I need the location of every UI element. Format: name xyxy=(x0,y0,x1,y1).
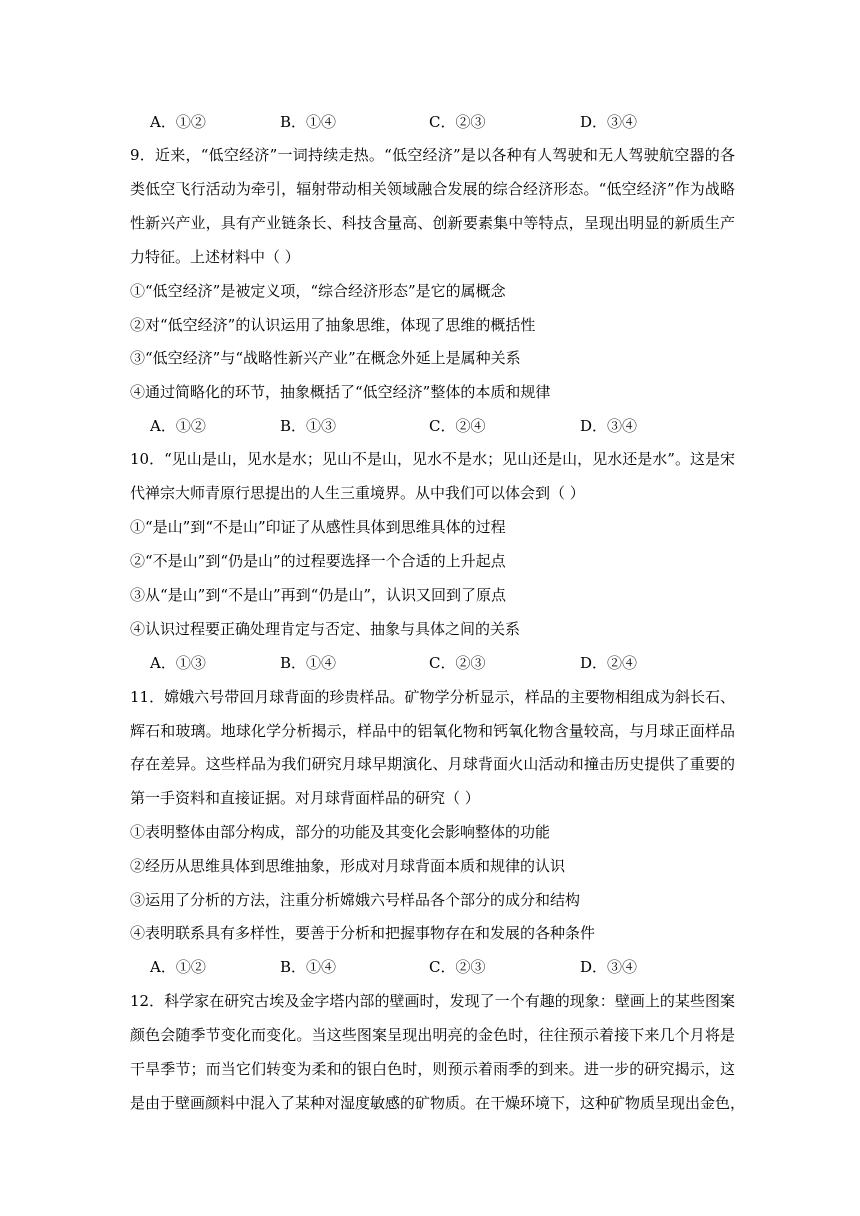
q10-option-a[interactable]: A．①③ xyxy=(150,654,206,672)
q10-option-d[interactable]: D．②④ xyxy=(580,654,638,672)
q10-statement-4: ④认识过程要正确处理肯定与否定、抽象与具体之间的关系 xyxy=(130,620,521,638)
q11-option-c[interactable]: C．②③ xyxy=(429,958,486,976)
q9-statement-1: ①“低空经济”是被定义项，“综合经济形态”是它的属概念 xyxy=(130,282,506,300)
q11-statement-4: ④表明联系具有多样性，要善于分析和把握事物存在和发展的各种条件 xyxy=(130,924,596,942)
q9-option-c[interactable]: C．②④ xyxy=(429,417,486,435)
q11-stem-line: 11．嫦娥六号带回月球背面的珍贵样品。矿物学分析显示，样品的主要物相组成为斜长石、 xyxy=(130,688,735,706)
q11-stem-line: 辉石和玻璃。地球化学分析揭示，样品中的铝氧化物和钙氧化物含量较高，与月球正面样品 xyxy=(130,722,735,740)
q8-option-d[interactable]: D．③④ xyxy=(580,113,638,131)
q9-stem-line: 9．近来，“低空经济”一词持续走热。“低空经济”是以各种有人驾驶和无人驾驶航空器的各 xyxy=(130,146,735,164)
q10-statement-2: ②“不是山”到“仍是山”的过程要选择一个合适的上升起点 xyxy=(130,552,506,570)
q9-option-d[interactable]: D．③④ xyxy=(580,417,638,435)
q9-option-a[interactable]: A．①② xyxy=(150,417,206,435)
q9-option-b[interactable]: B．①③ xyxy=(280,417,337,435)
q9-options xyxy=(150,416,710,436)
q8-option-b[interactable]: B．①④ xyxy=(280,113,337,131)
q12-stem-line: 颜色会随季节变化而变化。当这些图案呈现出明亮的金色时，往往预示着接下来几个月将是 xyxy=(130,1026,735,1044)
q12-stem-line: 干旱季节；而当它们转变为柔和的银白色时，则预示着雨季的到来。进一步的研究揭示，这 xyxy=(130,1060,735,1078)
q10-statement-1: ①“是山”到“不是山”印证了从感性具体到思维具体的过程 xyxy=(130,518,506,536)
q11-statement-2: ②经历从思维具体到思维抽象，形成对月球背面本质和规律的认识 xyxy=(130,857,566,875)
q9-statement-3: ③“低空经济”与“战略性新兴产业”在概念外延上是属种关系 xyxy=(130,349,521,367)
q9-stem-line: 类低空飞行活动为牵引，辐射带动相关领域融合发展的综合经济形态。“低空经济”作为战略 xyxy=(130,180,735,198)
q9-stem-line: 力特征。上述材料中（ ） xyxy=(130,248,300,266)
q11-option-b[interactable]: B．①④ xyxy=(280,958,337,976)
q12-stem-line: 是由于壁画颜料中混入了某种对湿度敏感的矿物质。在干燥环境下，这种矿物质呈现出金色， xyxy=(130,1094,746,1112)
q9-statement-2: ②对“低空经济”的认识运用了抽象思维，体现了思维的概括性 xyxy=(130,316,536,334)
q11-stem-line: 第一手资料和直接证据。对月球背面样品的研究（ ） xyxy=(130,789,480,807)
q10-option-b[interactable]: B．①④ xyxy=(280,654,337,672)
q10-stem-line: 10．“见山是山，见水是水；见山不是山，见水不是水；见山还是山，见水还是水”。这是宋 xyxy=(130,450,735,468)
q10-option-c[interactable]: C．②③ xyxy=(429,654,486,672)
q11-option-a[interactable]: A．①② xyxy=(150,958,206,976)
q11-option-d[interactable]: D．③④ xyxy=(580,958,638,976)
q8-option-a[interactable]: A．①② xyxy=(150,113,206,131)
q12-stem-line: 12．科学家在研究古埃及金字塔内部的壁画时，发现了一个有趣的现象：壁画上的某些图案 xyxy=(130,992,735,1010)
q9-stem-line: 性新兴产业，具有产业链条长、科技含量高、创新要素集中等特点，呈现出明显的新质生产 xyxy=(130,214,735,232)
q8-options xyxy=(150,112,710,132)
q9-statement-4: ④通过简略化的环节，抽象概括了“低空经济”整体的本质和规律 xyxy=(130,383,551,401)
q11-statement-1: ①表明整体由部分构成，部分的功能及其变化会影响整体的功能 xyxy=(130,823,551,841)
q8-option-c[interactable]: C．②③ xyxy=(429,113,486,131)
q11-stem-line: 存在差异。这些样品为我们研究月球早期演化、月球背面火山活动和撞击历史提供了重要的 xyxy=(130,755,735,773)
q11-statement-3: ③运用了分析的方法，注重分析嫦娥六号样品各个部分的成分和结构 xyxy=(130,891,581,909)
q11-options xyxy=(150,957,710,977)
q10-options xyxy=(150,653,710,673)
q10-stem-line: 代禅宗大师青原行思提出的人生三重境界。从中我们可以体会到（ ） xyxy=(130,484,585,502)
q10-statement-3: ③从“是山”到“不是山”再到“仍是山”，认识又回到了原点 xyxy=(130,586,507,604)
